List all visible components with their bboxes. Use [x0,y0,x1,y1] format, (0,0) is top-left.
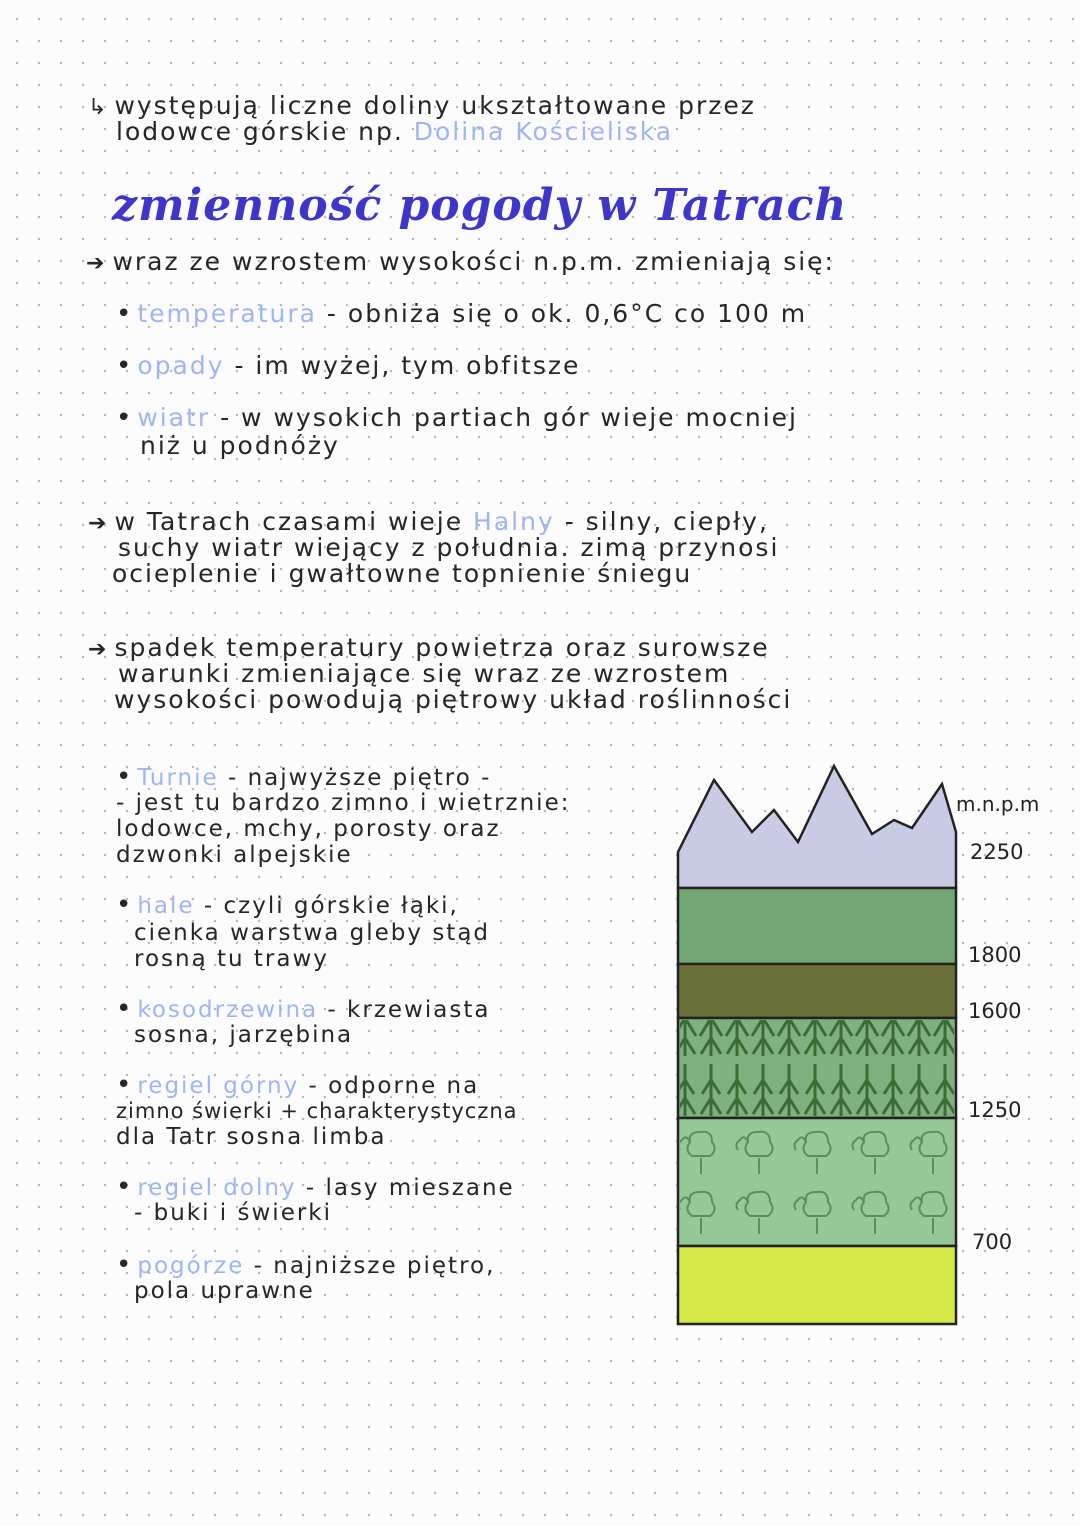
halny-line-1: ➔ w Tatrach czasami wieje Halny - silny, ciepły, [88,507,769,536]
zone-regiel-dolny: • regiel dolny - lasy mieszane [116,1172,515,1202]
zone-pogorze: • pogórze - najniższe piętro, [116,1250,496,1280]
spadek-line-1: ➔ spadek temperatury powietrza oraz surowsze [88,633,770,662]
zone-turnie-line: dzwonki alpejskie [116,842,353,868]
halny-line-3: ocieplenie i gwałtowne topnienie śniegu [112,559,693,588]
item-opady: • opady - im wyżej, tym obfitsze [116,351,581,381]
altitude-700: 700 [972,1230,1013,1254]
item-wiatr-line2: niż u podnóży [140,431,340,460]
hale-band [678,888,956,964]
pogorze-band [678,1246,956,1324]
zone-turnie-line: - jest tu bardzo zimno i wietrznie: [116,790,571,816]
altitude-1800: 1800 [968,943,1022,967]
section1-intro: ➔ wraz ze wzrostem wysokości n.p.m. zmieniają się: [86,247,835,276]
highlight-halny: Halny [473,507,555,536]
turnie-band [678,766,956,888]
zone-hale: • hale - czyli górskie łąki, [116,890,459,920]
bullet-icon: • [116,762,134,792]
intro-line-2: lodowce górskie np. Dolina Kościeliska [116,117,674,146]
item-temperatura: • temperatura - obniża się o ok. 0,6°C co 100 m [116,299,808,329]
highlight-dolina: Dolina Kościeliska [413,117,674,146]
altitude-1600: 1600 [968,999,1022,1023]
altitude-1250: 1250 [968,1098,1022,1122]
altitude-unit-label: m.n.p.m [956,792,1040,816]
zone-hale-line: cienka warstwa gleby stąd [134,920,491,946]
vegetation-zones-diagram [672,760,962,1330]
zone-regiel-gorny: • regiel górny - odporne na [116,1070,480,1100]
zone-turnie: • Turnie - najwyższe piętro - [116,762,492,792]
bullet-icon: • [116,403,134,433]
intro-line-1: ↳ występują liczne doliny ukształtowane przez [88,91,756,120]
bullet-icon: • [116,351,134,381]
bullet-icon: • [116,1250,134,1280]
item-wiatr: • wiatr - w wysokich partiach gór wieje mocniej [116,403,798,433]
hook-arrow-icon: ↳ [88,95,109,120]
spadek-line-3: wysokości powodują piętrowy układ roślinności [114,685,793,714]
arrow-icon: ➔ [88,511,109,536]
bullet-icon: • [116,994,134,1024]
page-title: zmienność pogody w Tatrach [112,180,848,231]
zone-regiel-gorny-line: dla Tatr sosna limba [116,1124,387,1150]
zone-regiel-gorny-line: zimno świerki + charakterystyczna [116,1099,518,1123]
zone-pogorze-line: pola uprawne [134,1278,315,1304]
zone-hale-line: rosną tu trawy [134,946,329,972]
altitude-2250: 2250 [970,840,1024,864]
spadek-line-2: warunki zmieniające się wraz ze wzrostem [118,659,731,688]
kosodrzewina-band [678,964,956,1018]
arrow-icon: ➔ [86,251,107,276]
bullet-icon: • [116,1172,134,1202]
bullet-icon: • [116,299,134,329]
bullet-icon: • [116,890,134,920]
zone-turnie-line: lodowce, mchy, porosty oraz [116,816,501,842]
halny-line-2: suchy wiatr wiejący z południa. zimą przynosi [118,533,780,562]
zone-regiel-dolny-line: - buki i świerki [134,1200,333,1226]
zone-kosodrzewina-line: sosna, jarzębina [134,1022,354,1048]
zone-kosodrzewina: • kosodrzewina - krzewiasta [116,994,491,1024]
bullet-icon: • [116,1070,134,1100]
arrow-icon: ➔ [88,637,109,662]
